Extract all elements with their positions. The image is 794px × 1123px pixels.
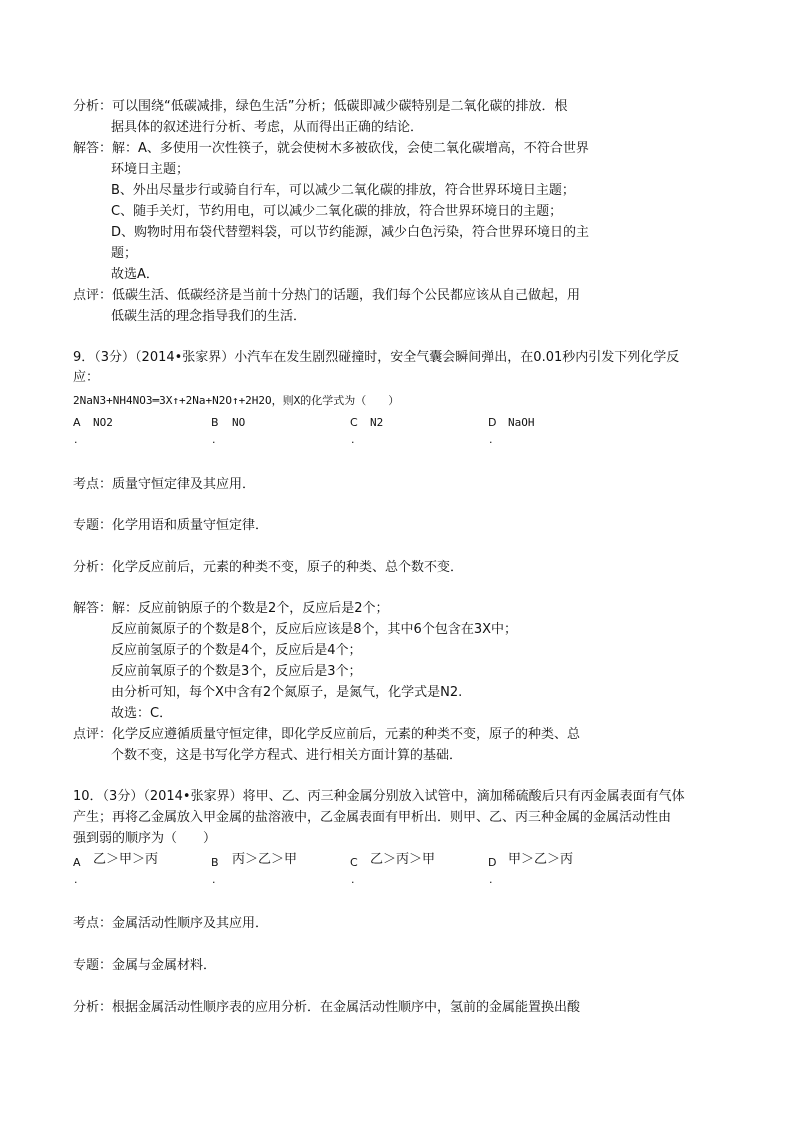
q9-kaodian bbox=[73, 476, 255, 494]
q10-stem-3: 强到弱的顺序为（ ） bbox=[73, 831, 217, 846]
kaodian-text: 金属活动性顺序及其应用． bbox=[112, 916, 269, 931]
option-dot: . bbox=[212, 433, 216, 446]
q9-jieda-3: 反应前氢原子的个数是4个，反应后是4个； bbox=[111, 643, 362, 658]
option-dot: . bbox=[351, 873, 355, 886]
option-text: NO bbox=[232, 416, 246, 429]
comment-line-1 bbox=[73, 287, 580, 305]
answer-line-1 bbox=[73, 140, 589, 158]
option-text: NO2 bbox=[93, 416, 113, 429]
option-letter: C bbox=[350, 856, 358, 869]
jieda-label: 解答： bbox=[73, 601, 113, 616]
answer-label: 解答： bbox=[73, 141, 113, 156]
q10-zhuanti bbox=[73, 957, 216, 975]
option-letter: A bbox=[73, 856, 81, 869]
fenxi-label: 分析： bbox=[73, 560, 113, 575]
fenxi-label: 分析： bbox=[73, 1000, 113, 1015]
kaodian-label: 考点： bbox=[73, 477, 113, 492]
analysis-text-2: 据具体的叙述进行分析、考虑，从而得出正确的结论． bbox=[111, 120, 424, 135]
q10-stem-1: 10．（3分）（2014•张家界）将甲、乙、丙三种金属分别放入试管中，滴加稀硫酸后只有丙金属表面有气体 bbox=[73, 789, 685, 804]
zhuanti-text: 化学用语和质量守恒定律． bbox=[112, 518, 269, 533]
q9-jieda-5: 由分析可知，每个X中含有2个氮原子，是氮气，化学式是N2. bbox=[111, 685, 463, 700]
option-text: 丙＞乙＞甲 bbox=[232, 852, 298, 867]
option-text: N2 bbox=[370, 416, 384, 429]
answer-text-2: 环境日主题； bbox=[111, 162, 190, 177]
kaodian-text: 质量守恒定律及其应用． bbox=[112, 477, 256, 492]
q9-formula: 2NaN3+NH4NO3═3X↑+2Na+N2O↑+2H2O，则X的化学式为（ ） bbox=[73, 394, 400, 407]
q9-dianping-1 bbox=[73, 726, 580, 744]
option-dot: . bbox=[212, 873, 216, 886]
q9-dianping-2: 个数不变，这是书写化学方程式、进行相关方面计算的基础． bbox=[111, 748, 463, 763]
q9-jieda-2: 反应前氮原子的个数是8个，反应后应该是8个，其中6个包含在3X中； bbox=[111, 622, 517, 637]
option-letter: C bbox=[350, 416, 358, 429]
option-dot: . bbox=[351, 433, 355, 446]
option-dot: . bbox=[74, 873, 78, 886]
q9-stem-2: 应： bbox=[73, 370, 100, 385]
answer-text-7: 故选A． bbox=[111, 267, 159, 282]
jieda-text-1: 解：反应前钠原子的个数是2个，反应后是2个； bbox=[112, 601, 389, 616]
option-letter: D bbox=[488, 416, 497, 429]
q9-jieda-4: 反应前氧原子的个数是3个，反应后是3个； bbox=[111, 664, 362, 679]
option-dot: . bbox=[489, 433, 493, 446]
zhuanti-label: 专题： bbox=[73, 958, 113, 973]
zhuanti-label: 专题： bbox=[73, 518, 113, 533]
option-letter: B bbox=[211, 856, 219, 869]
analysis-line-1 bbox=[73, 98, 568, 116]
dianping-text-1: 化学反应遵循质量守恒定律，即化学反应前后，元素的种类不变，原子的种类、总 bbox=[112, 727, 581, 742]
option-text: 甲＞乙＞丙 bbox=[508, 852, 574, 867]
answer-text-1: 解：A、多使用一次性筷子，就会使树木多被砍伐，会使二氧化碳增高，不符合世界 bbox=[112, 141, 589, 156]
q9-fenxi bbox=[73, 559, 463, 577]
fenxi-text: 化学反应前后，元素的种类不变，原子的种类、总个数不变． bbox=[112, 560, 464, 575]
q9-jieda-1 bbox=[73, 600, 389, 618]
comment-label: 点评： bbox=[73, 288, 113, 303]
q9-jieda-6: 故选：C． bbox=[111, 706, 173, 721]
q9-zhuanti bbox=[73, 517, 268, 535]
option-letter: A bbox=[73, 416, 81, 429]
q9-stem-1: 9．（3分）（2014•张家界）小汽车在发生剧烈碰撞时，安全气囊会瞬间弹出，在0.01秒内引发下列化学反 bbox=[73, 350, 680, 365]
q10-stem-2: 产生；再将乙金属放入甲金属的盐溶液中，乙金属表面有甲析出．则甲、乙、丙三种金属的金属活动性由 bbox=[73, 810, 672, 825]
option-text: 乙＞甲＞丙 bbox=[93, 852, 159, 867]
q10-fenxi bbox=[73, 999, 580, 1017]
comment-text-2: 低碳生活的理念指导我们的生活． bbox=[111, 309, 307, 324]
fenxi-text: 根据金属活动性顺序表的应用分析．在金属活动性顺序中，氢前的金属能置换出酸 bbox=[112, 1000, 581, 1015]
analysis-text-1: 可以围绕“低碳减排，绿色生活”分析；低碳即减少碳特别是二氧化碳的排放．根 bbox=[112, 99, 568, 114]
q10-kaodian bbox=[73, 915, 268, 933]
answer-text-4: C、随手关灯，节约用电，可以减少二氧化碳的排放，符合世界环境日的主题； bbox=[111, 204, 563, 219]
option-letter: B bbox=[211, 416, 219, 429]
option-text: NaOH bbox=[508, 416, 535, 429]
option-dot: . bbox=[489, 873, 493, 886]
option-text: 乙＞丙＞甲 bbox=[370, 852, 436, 867]
answer-text-3: B、外出尽量步行或骑自行车，可以减少二氧化碳的排放，符合世界环境日主题； bbox=[111, 183, 575, 198]
option-letter: D bbox=[488, 856, 497, 869]
answer-text-5: D、购物时用布袋代替塑料袋，可以节约能源，减少白色污染，符合世界环境日的主 bbox=[111, 225, 590, 240]
analysis-label: 分析： bbox=[73, 99, 113, 114]
comment-text-1: 低碳生活、低碳经济是当前十分热门的话题，我们每个公民都应该从自己做起，用 bbox=[112, 288, 581, 303]
option-dot: . bbox=[74, 433, 78, 446]
zhuanti-text: 金属与金属材料． bbox=[112, 958, 217, 973]
kaodian-label: 考点： bbox=[73, 916, 113, 931]
answer-text-6: 题； bbox=[111, 246, 138, 261]
dianping-label: 点评： bbox=[73, 727, 113, 742]
